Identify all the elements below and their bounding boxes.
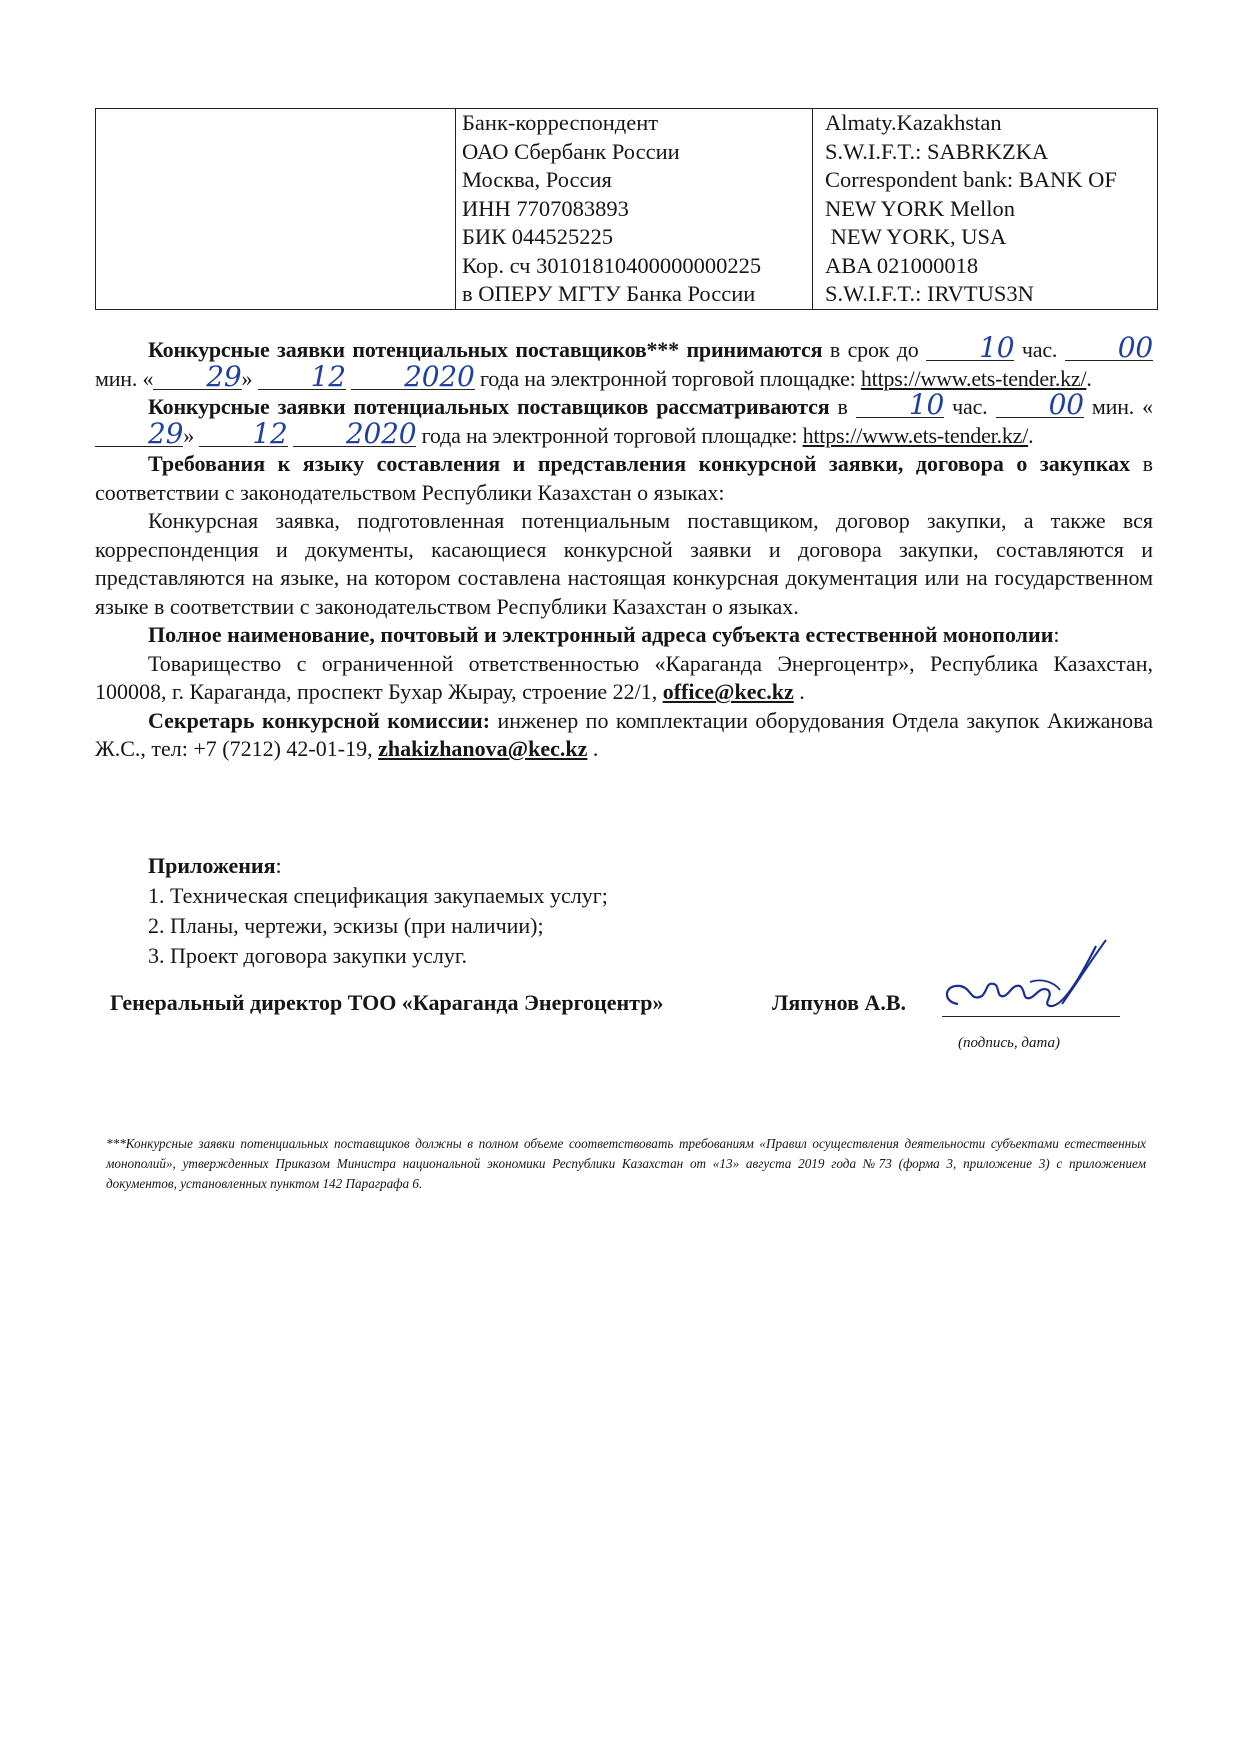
text-fragment: : bbox=[1053, 622, 1060, 647]
secretary-paragraph bbox=[95, 707, 1153, 764]
handwritten-month: 12 bbox=[199, 422, 287, 447]
text-fragment: в соответствии с законодательством Республики Казахстан о языках: bbox=[95, 451, 1153, 505]
handwritten-minute: 00 bbox=[996, 393, 1084, 418]
review-heading: Конкурсные заявки потенциальных поставщиков рассматриваются bbox=[148, 394, 830, 419]
text-fragment: . bbox=[1028, 422, 1034, 448]
signer-name: Ляпунов А.В. bbox=[772, 990, 907, 1015]
text-fragment: мин. « bbox=[1083, 394, 1153, 419]
bank-details-table bbox=[95, 108, 1158, 310]
review-deadline-paragraph bbox=[95, 388, 1153, 450]
language-requirements-paragraph bbox=[95, 450, 1153, 507]
swift-line: Correspondent bank: BANK OF bbox=[825, 167, 1117, 192]
bank-line: Банк-корреспондент bbox=[462, 110, 659, 135]
handwritten-year: 2020 bbox=[351, 365, 474, 390]
handwritten-signature bbox=[930, 938, 1120, 1028]
text-fragment: час. bbox=[1014, 337, 1065, 362]
appendix-item: 3. Проект договора закупки услуг. bbox=[148, 943, 467, 968]
swift-line: ABA 021000018 bbox=[825, 252, 979, 278]
text-fragment: инженер по комплектации оборудования Отдела закупок Акижанова Ж.С., тел: +7 (7212) 42-01-19, bbox=[95, 707, 1154, 761]
text-fragment: . bbox=[1086, 365, 1092, 391]
empty-cell bbox=[96, 109, 456, 310]
correspondent-bank-cell bbox=[456, 109, 813, 310]
text-fragment: Товарищество с ограниченной ответственностью «Караганда Энергоцентр», Республика Казахстан, 100008, г. Караганда, проспект Бухар Жырау, строение 22/1, bbox=[95, 650, 1153, 704]
swift-line: NEW YORK, USA bbox=[825, 224, 1007, 249]
appendices-title: Приложения bbox=[148, 853, 276, 878]
swift-line: Almaty.Kazakhstan bbox=[825, 110, 1002, 135]
bank-line: ОАО Сбербанк России bbox=[462, 138, 680, 164]
swift-line: S.W.I.F.T.: SABRKZKA bbox=[825, 138, 1049, 164]
appendix-item: 1. Техническая спецификация закупаемых услуг; bbox=[148, 883, 608, 908]
footnote: ***Конкурсные заявки потенциальных поставщиков должны в полном объеме соответствовать требованиям «Правил осуществления деятельности субъектами естественных монополий», утвержденных Приказом Министра национальной экономики Республики Казахстан от «13» августа 2019 года №73 (форма 3, приложение 3) с приложением документов, установленных пунктом 142 Параграфа 6. bbox=[106, 1136, 1146, 1191]
ets-tender-link[interactable]: https://www.ets-tender.kz/ bbox=[802, 422, 1029, 448]
handwritten-month: 12 bbox=[258, 365, 346, 390]
swift-line: NEW YORK Mellon bbox=[825, 195, 1015, 221]
text-fragment: » bbox=[183, 422, 200, 448]
appendices-block bbox=[148, 851, 608, 971]
text-fragment: » bbox=[241, 365, 258, 391]
handwritten-day: 29 bbox=[95, 422, 183, 447]
bank-line: Москва, Россия bbox=[462, 167, 612, 192]
swift-line: S.W.I.F.T.: IRVTUS3N bbox=[825, 281, 1034, 306]
handwritten-minute: 00 bbox=[1065, 336, 1153, 361]
text-fragment: года на электронной торговой площадке: bbox=[416, 422, 803, 448]
text-fragment: : bbox=[275, 853, 282, 878]
appendices-title-row bbox=[148, 851, 608, 881]
monopoly-address-heading-paragraph bbox=[95, 621, 1153, 650]
bank-line: в ОПЕРУ МГТУ Банка России bbox=[462, 281, 756, 306]
text-fragment: в срок до bbox=[822, 337, 927, 362]
signature-caption: (подпись, дата) bbox=[958, 1035, 1060, 1051]
office-email-link[interactable]: office@kec.kz bbox=[662, 679, 794, 704]
text-fragment: . bbox=[587, 736, 599, 761]
swift-details-cell bbox=[813, 109, 1158, 310]
text-fragment: в bbox=[829, 394, 856, 419]
handwritten-year: 2020 bbox=[293, 422, 416, 447]
handwritten-hour: 10 bbox=[856, 393, 944, 418]
text-fragment: мин. « bbox=[95, 365, 154, 391]
language-details-paragraph: Конкурсная заявка, подготовленная потенциальным поставщиком, договор закупки, а также вся корреспонденция и документы, касающиеся конкурсной заявки и договора закупки, составляются и представляются на языке, на котором составлена настоящая конкурсная документация или на государственном языке в соответствии с законодательством Республики Казахстан о языках. bbox=[95, 508, 1153, 619]
submission-heading: Конкурсные заявки потенциальных поставщиков*** принимаются bbox=[148, 337, 823, 362]
monopoly-heading: Полное наименование, почтовый и электронный адреса субъекта естественной монополии bbox=[148, 622, 1054, 647]
handwritten-day: 29 bbox=[153, 365, 241, 390]
submission-deadline-paragraph bbox=[95, 331, 1153, 393]
handwritten-hour: 10 bbox=[926, 336, 1014, 361]
bank-line: Кор. сч 30101810400000000225 bbox=[462, 252, 762, 278]
appendix-item: 2. Планы, чертежи, эскизы (при наличии); bbox=[148, 913, 544, 938]
document-body bbox=[95, 331, 1154, 764]
secretary-heading: Секретарь конкурсной комиссии: bbox=[148, 707, 491, 733]
language-heading: Требования к языку составления и представления конкурсной заявки, договора о закупках bbox=[148, 451, 1131, 476]
text-fragment: . bbox=[793, 679, 805, 704]
company-address-paragraph bbox=[95, 650, 1153, 707]
text-fragment: года на электронной торговой площадке: bbox=[474, 365, 861, 391]
bank-line: ИНН 7707083893 bbox=[462, 195, 629, 221]
director-title: Генеральный директор ТОО «Караганда Энергоцентр» bbox=[110, 990, 664, 1015]
ets-tender-link[interactable]: https://www.ets-tender.kz/ bbox=[860, 365, 1087, 391]
secretary-email-link[interactable]: zhakizhanova@kec.kz bbox=[378, 736, 588, 761]
text-fragment: час. bbox=[944, 394, 996, 419]
bank-line: БИК 044525225 bbox=[462, 224, 614, 249]
